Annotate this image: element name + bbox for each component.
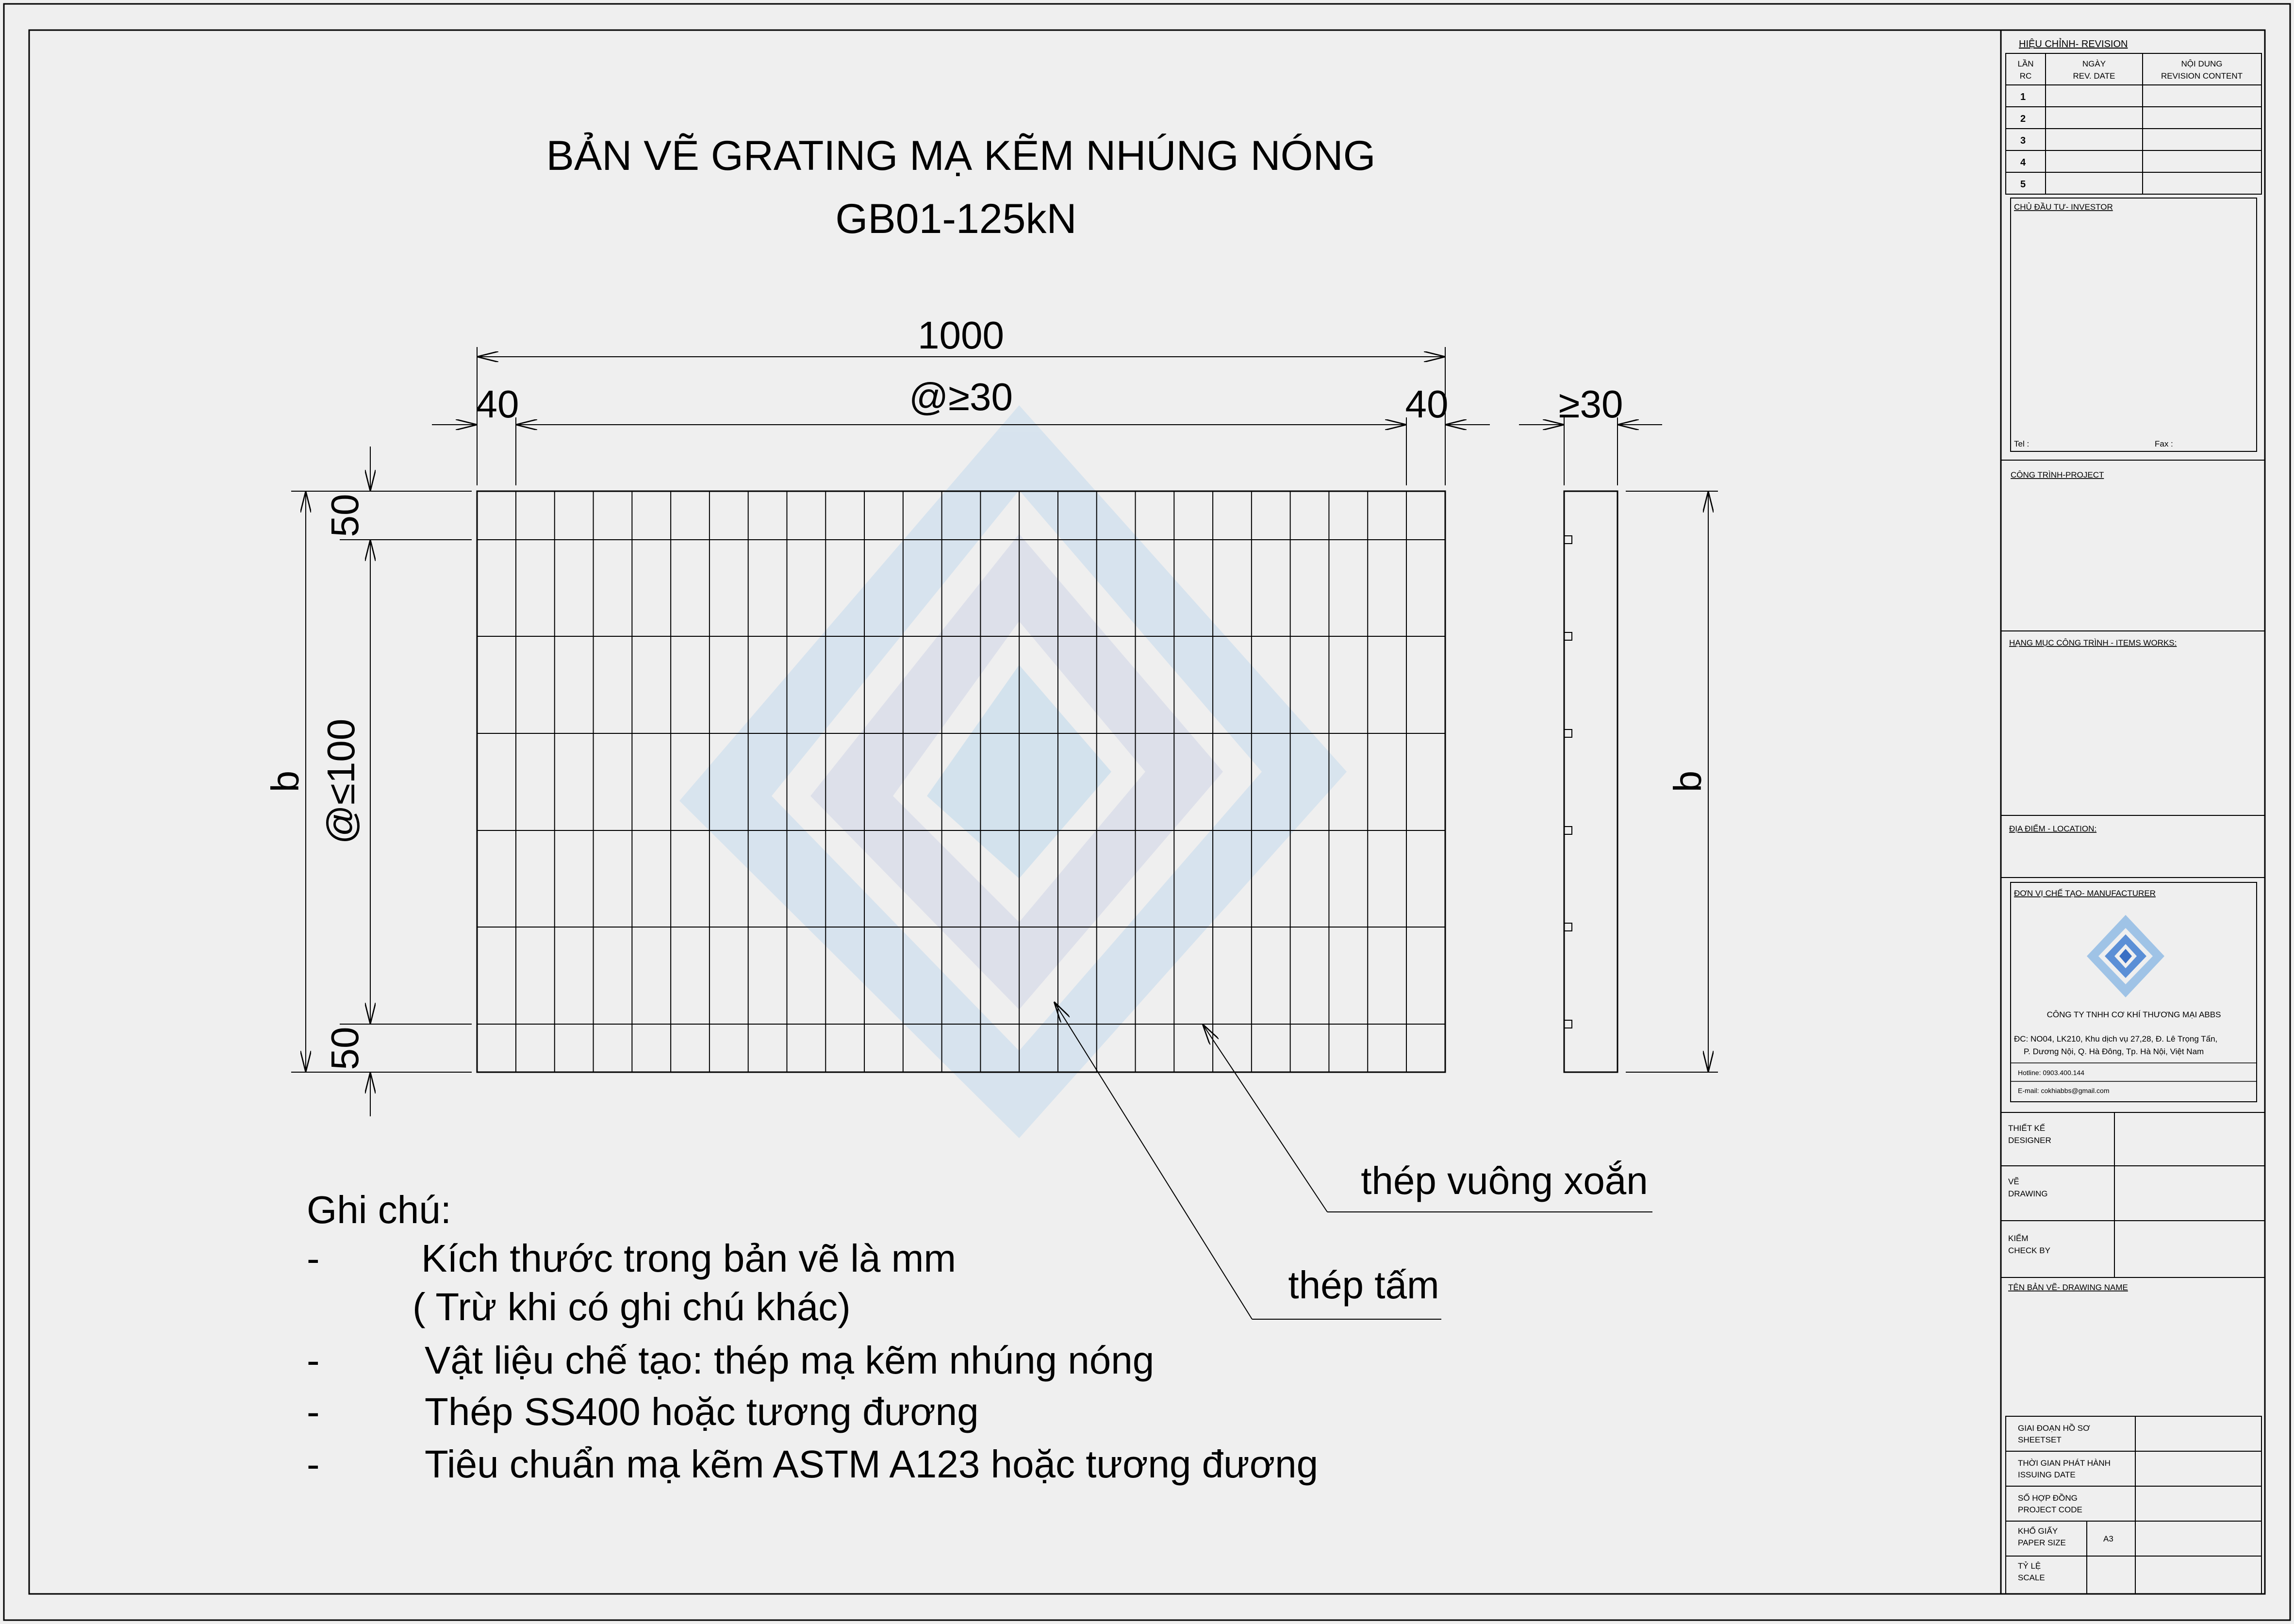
manufacturer-heading: ĐƠN VỊ CHẾ TẠO- MANUFACTURER (2014, 889, 2156, 898)
revision-row-no: 2 (2020, 114, 2026, 124)
title-block (2001, 30, 2265, 1594)
revision-col-date: NGÀY (2082, 59, 2106, 68)
dim-side-height: ≥30 (1558, 382, 1623, 426)
sheetset-label: SHEETSET (2018, 1435, 2062, 1444)
side-notch (1564, 536, 1572, 544)
side-notch (1564, 827, 1572, 834)
dim-pitch-row (432, 375, 1490, 485)
company-name: CÔNG TY TNHH CƠ KHÍ THƯƠNG MẠI ABBS (2046, 1010, 2221, 1019)
revision-col-content: REVISION CONTENT (2161, 71, 2243, 81)
revision-col-no: LẦN (2017, 59, 2034, 68)
sheetset-label: GIAI ĐOẠN HỒ SƠ (2018, 1424, 2090, 1433)
location-heading: ĐỊA ĐIỂM - LOCATION: (2009, 824, 2097, 833)
revision-row-no: 1 (2020, 92, 2026, 102)
side-notch (1564, 923, 1572, 931)
company-address: ĐC: NO04, LK210, Khu dịch vụ 27,28, Đ. Lê Trọng Tấn, (2014, 1034, 2218, 1044)
drawing-by-label: VẼ (2008, 1177, 2019, 1186)
watermark-logo (679, 405, 1347, 1138)
investor-tel: Tel : (2014, 439, 2030, 448)
drawing-subtitle: GB01-125kN (835, 196, 1077, 242)
dim-bar-pitch: @≥30 (908, 375, 1013, 418)
note-text: Thép SS400 hoặc tương đương (425, 1390, 979, 1433)
notes (307, 1188, 1318, 1486)
grating-side-view (1519, 382, 1718, 1072)
investor-box (2011, 198, 2257, 451)
project-code-label: SỐ HỢP ĐỒNG (2018, 1493, 2078, 1503)
dim-edge-right: 40 (1405, 382, 1449, 426)
revision-row-no: 3 (2020, 135, 2026, 146)
label-twisted-bar: thép vuông xoắn (1361, 1159, 1648, 1202)
designer-label: THIẾT KẾ (2008, 1124, 2046, 1133)
note-bullet: - (307, 1390, 320, 1433)
company-address: P. Dương Nội, Q. Hà Đông, Tp. Hà Nội, Việt Nam (2024, 1047, 2204, 1056)
revision-col-no: RC (2019, 71, 2032, 81)
revision-col-content: NỘI DUNG (2181, 59, 2223, 68)
note-bullet: - (307, 1339, 320, 1382)
revision-heading: HIỆU CHỈNH- REVISION (2019, 39, 2128, 50)
scale-label: SCALE (2018, 1573, 2045, 1582)
issuing-label: ISSUING DATE (2018, 1470, 2076, 1479)
dim-left-vertical (264, 447, 472, 1116)
side-notch (1564, 1020, 1572, 1028)
dim-cross-pitch: @≤100 (319, 718, 363, 845)
investor-fax: Fax : (2155, 439, 2173, 448)
issuing-label: THỜI GIAN PHÁT HÀNH (2018, 1458, 2111, 1468)
note-bullet: - (307, 1442, 320, 1486)
dim-top-margin: 50 (323, 494, 366, 537)
dim-length-b-left: b (264, 770, 307, 793)
paper-size-label: KHỔ GIẤY (2018, 1526, 2058, 1536)
note-text: Vật liệu chế tạo: thép mạ kẽm nhúng nóng (425, 1339, 1155, 1382)
dim-bottom-margin: 50 (323, 1027, 366, 1070)
revision-row-no: 4 (2020, 157, 2026, 168)
investor-heading: CHỦ ĐẦU TƯ- INVESTOR (2014, 202, 2113, 212)
side-bar (1564, 491, 1617, 1072)
items-works-heading: HẠNG MỤC CÔNG TRÌNH - ITEMS WORKS: (2009, 638, 2177, 647)
scale-label: TỶ LỆ (2018, 1561, 2041, 1571)
side-notches (1564, 536, 1572, 1028)
note-text: ( Trừ khi có ghi chú khác) (413, 1285, 851, 1328)
dim-length-b-right: b (1666, 770, 1709, 793)
leader-twisted-bar (1203, 1024, 1652, 1212)
designer-label: DESIGNER (2008, 1136, 2051, 1145)
note-bullet: - (307, 1237, 320, 1280)
side-notch (1564, 632, 1572, 640)
check-by-label: KIỂM (2008, 1234, 2029, 1243)
label-bearing-bar: thép tấm (1288, 1263, 1439, 1307)
side-notch (1564, 729, 1572, 737)
dim-edge-left: 40 (476, 382, 519, 426)
check-by-label: CHECK BY (2008, 1246, 2050, 1255)
paper-size-value: A3 (2103, 1534, 2113, 1543)
dim-width-value: 1000 (918, 314, 1004, 357)
company-logo (2087, 915, 2164, 997)
paper-size-label: PAPER SIZE (2018, 1538, 2066, 1547)
company-email: E-mail: cokhiabbs@gmail.com (2018, 1087, 2110, 1094)
drawing-title: BẢN VẼ GRATING MẠ KẼM NHÚNG NÓNG (546, 133, 1376, 179)
notes-heading: Ghi chú: (307, 1188, 451, 1231)
drawing-name-heading: TÊN BẢN VẼ- DRAWING NAME (2008, 1283, 2128, 1292)
revision-row-no: 5 (2020, 179, 2026, 190)
project-code-label: PROJECT CODE (2018, 1505, 2082, 1514)
drawing-by-label: DRAWING (2008, 1189, 2048, 1198)
note-text: Kích thước trong bản vẽ là mm (421, 1237, 957, 1280)
revision-table (2006, 38, 2261, 194)
note-text: Tiêu chuẩn mạ kẽm ASTM A123 hoặc tương đương (425, 1442, 1319, 1486)
company-hotline: Hotline: 0903.400.144 (2018, 1069, 2084, 1077)
revision-col-date: REV. DATE (2073, 71, 2115, 81)
project-heading: CÔNG TRÌNH-PROJECT (2011, 470, 2104, 480)
